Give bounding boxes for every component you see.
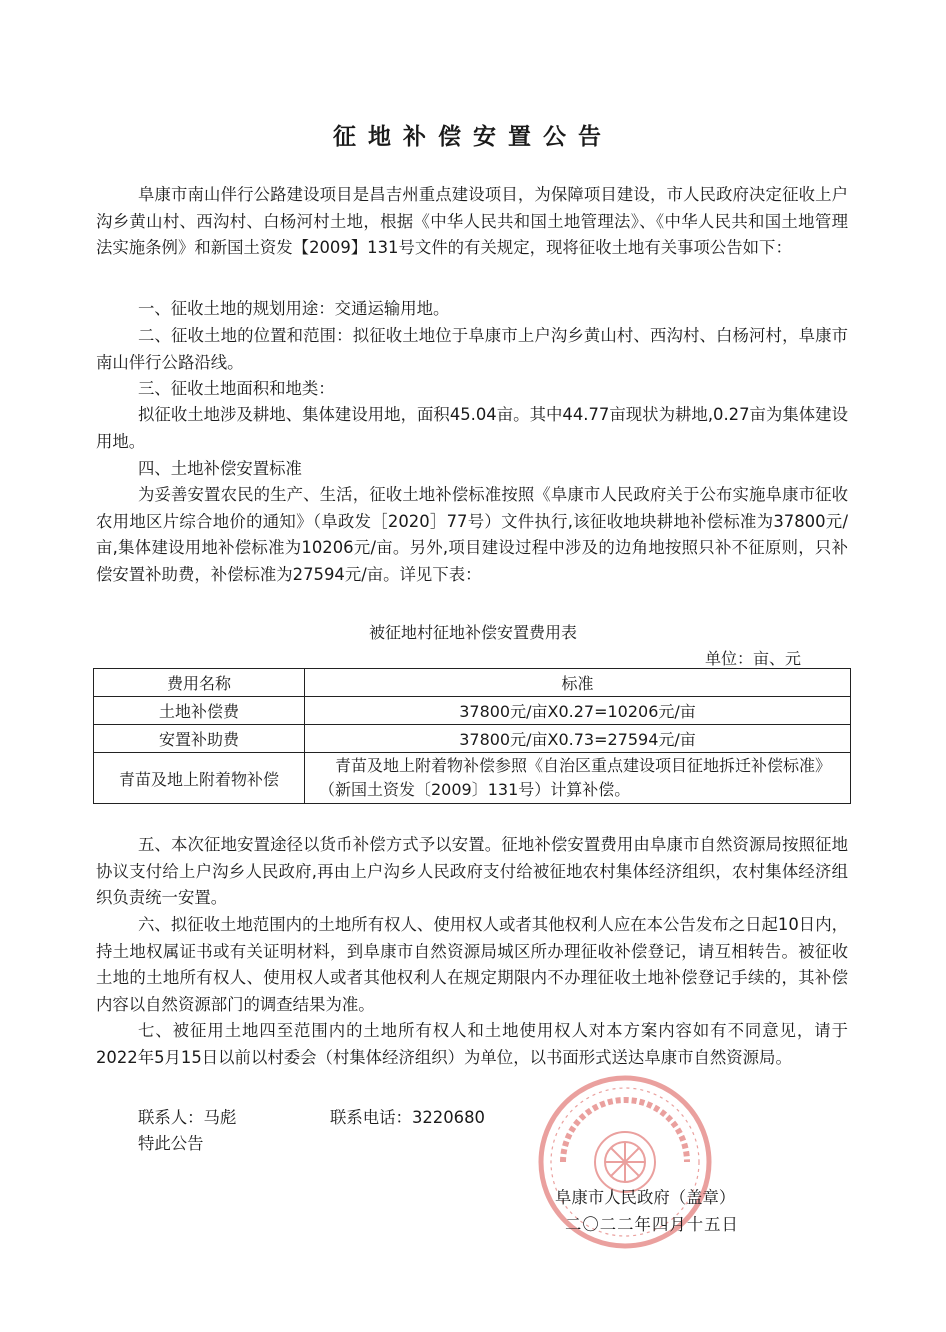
item-4-detail: 为妥善安置农民的生产、生活，征收土地补偿标准按照《阜康市人民政府关于公布实施阜康市征收农用地区片综合地价的通知》（阜政发［2020］77号）文件执行,该征收地块耕地补偿标准为37800元/亩,集体建设用地补偿标准为10206元/亩。另外,项目建设过程中涉及的边角地按照只补不征原则，只补偿安置补助费，补偿标准为27594元/亩。详见下表： — [96, 485, 848, 584]
fee-standard: 37800元/亩X0.27=10206元/亩 — [305, 697, 851, 725]
fee-standard: 37800元/亩X0.73=27594元/亩 — [305, 725, 851, 753]
table-header-name: 费用名称 — [94, 669, 305, 697]
contact-person: 联系人：马彪 — [138, 1108, 237, 1127]
table-unit: 单位：亩、元 — [705, 649, 802, 668]
item-7: 七、被征用土地四至范围内的土地所有权人和土地使用权人对本方案内容如有不同意见，请于2022年5月15日以前以村委会（村集体经济组织）为单位，以书面形式送达阜康市自然资源局。 — [96, 1021, 848, 1067]
contact-phone: 联系电话：3220680 — [330, 1108, 485, 1127]
seal-emblem — [595, 1132, 655, 1192]
closing-text: 特此公告 — [138, 1134, 204, 1153]
issue-date: 二〇二二年四月十五日 — [565, 1215, 739, 1234]
table-row — [94, 697, 851, 725]
fee-name: 青苗及地上附着物补偿 — [94, 753, 305, 804]
item-6: 六、拟征收土地范围内的土地所有权人、使用权人或者其他权利人应在本公告发布之日起10日内，持土地权属证书或有关证明材料，到阜康市自然资源局城区所办理征收补偿登记，请互相转告。被征收土地的土地所有权人、使用权人或者其他权利人在规定期限内不办理征收土地补偿登记手续的，其补偿内容以自然资源部门的调查结果为准。 — [96, 915, 848, 1014]
item-3-detail: 拟征收土地涉及耕地、集体建设用地，面积45.04亩。其中44.77亩现状为耕地,0.27亩为集体建设用地。 — [96, 405, 848, 451]
document-title: 征地补偿安置公告 — [333, 124, 613, 150]
table-header-standard: 标准 — [305, 669, 851, 697]
table-row — [94, 753, 851, 804]
table-row — [94, 725, 851, 753]
intro-paragraph: 阜康市南山伴行公路建设项目是昌吉州重点建设项目，为保障项目建设，市人民政府决定征收上户沟乡黄山村、西沟村、白杨河村土地，根据《中华人民共和国土地管理法》、《中华人民共和国土地管理法实施条例》和新国土资发【2009】131号文件的有关规定，现将征收土地有关事项公告如下： — [96, 185, 848, 258]
item-1: 一、征收土地的规划用途：交通运输用地。 — [138, 299, 450, 318]
item-4: 四、土地补偿安置标准 — [138, 459, 302, 478]
fee-name: 土地补偿费 — [94, 697, 305, 725]
fee-table — [93, 668, 851, 804]
issuer: 阜康市人民政府（盖章） — [555, 1188, 736, 1207]
table-caption: 被征地村征地补偿安置费用表 — [368, 623, 577, 642]
item-5: 五、本次征地安置途径以货币补偿方式予以安置。征地补偿安置费用由阜康市自然资源局按照征地协议支付给上户沟乡人民政府,再由上户沟乡人民政府支付给被征地农村集体经济组织，农村集体经济组织负责统一安置。 — [96, 835, 848, 908]
item-3: 三、征收土地面积和地类： — [138, 379, 335, 398]
item-2: 二、征收土地的位置和范围：拟征收土地位于阜康市上户沟乡黄山村、西沟村、白杨河村，阜康市南山伴行公路沿线。 — [96, 326, 848, 372]
fee-standard: 青苗及地上附着物补偿参照《自治区重点建设项目征地拆迁补偿标准》（新国土资发〔2009〕131号）计算补偿。 — [305, 753, 851, 804]
fee-name: 安置补助费 — [94, 725, 305, 753]
table-header-row — [94, 669, 851, 697]
